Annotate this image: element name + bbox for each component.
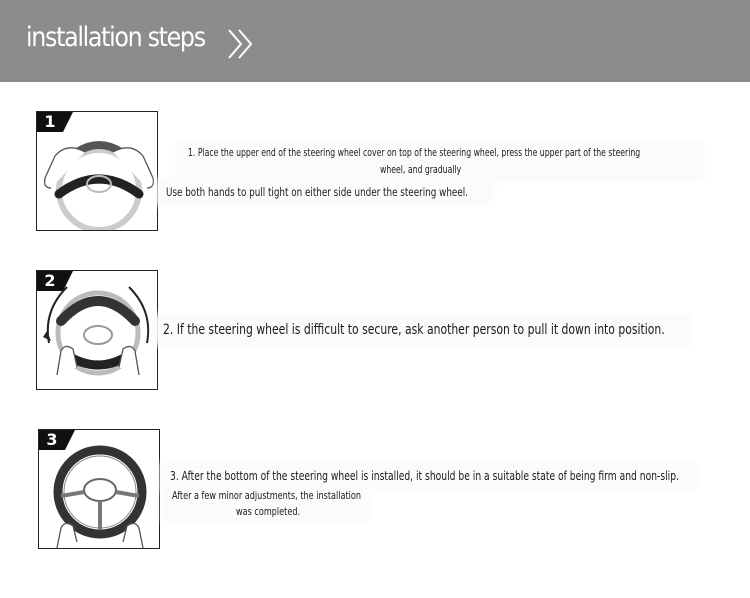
step-2-text-line-1: 2. If the steering wheel is difficult to secure, ask another person to pull it down into position. [163,322,665,338]
step-number-badge: 1 [37,112,63,132]
step-1-image [36,111,158,231]
step-3-text-line-1: 3. After the bottom of the steering wheel is installed, it should be in a suitable state of being firm and non-slip. [170,469,679,483]
step-2-image [36,270,158,390]
step-1-text-line-1: 1. Place the upper end of the steering wheel cover on top of the steering wheel, press the upper part of the steering [188,147,641,159]
step-3-text-line-3: was completed. [236,505,301,518]
step-1-text-line-3: Use both hands to pull tight on either side under the steering wheel. [166,185,468,199]
header-banner [0,0,750,82]
step-number-badge: 3 [39,430,65,450]
step-3-text-line-2: After a few minor adjustments, the installation [172,489,362,502]
double-chevron-right-icon [226,26,260,62]
page-title: installation steps [26,22,205,53]
step-3-image [38,429,160,549]
step-1-text-line-2: wheel, and gradually [380,164,462,176]
step-number-badge: 2 [37,271,63,291]
